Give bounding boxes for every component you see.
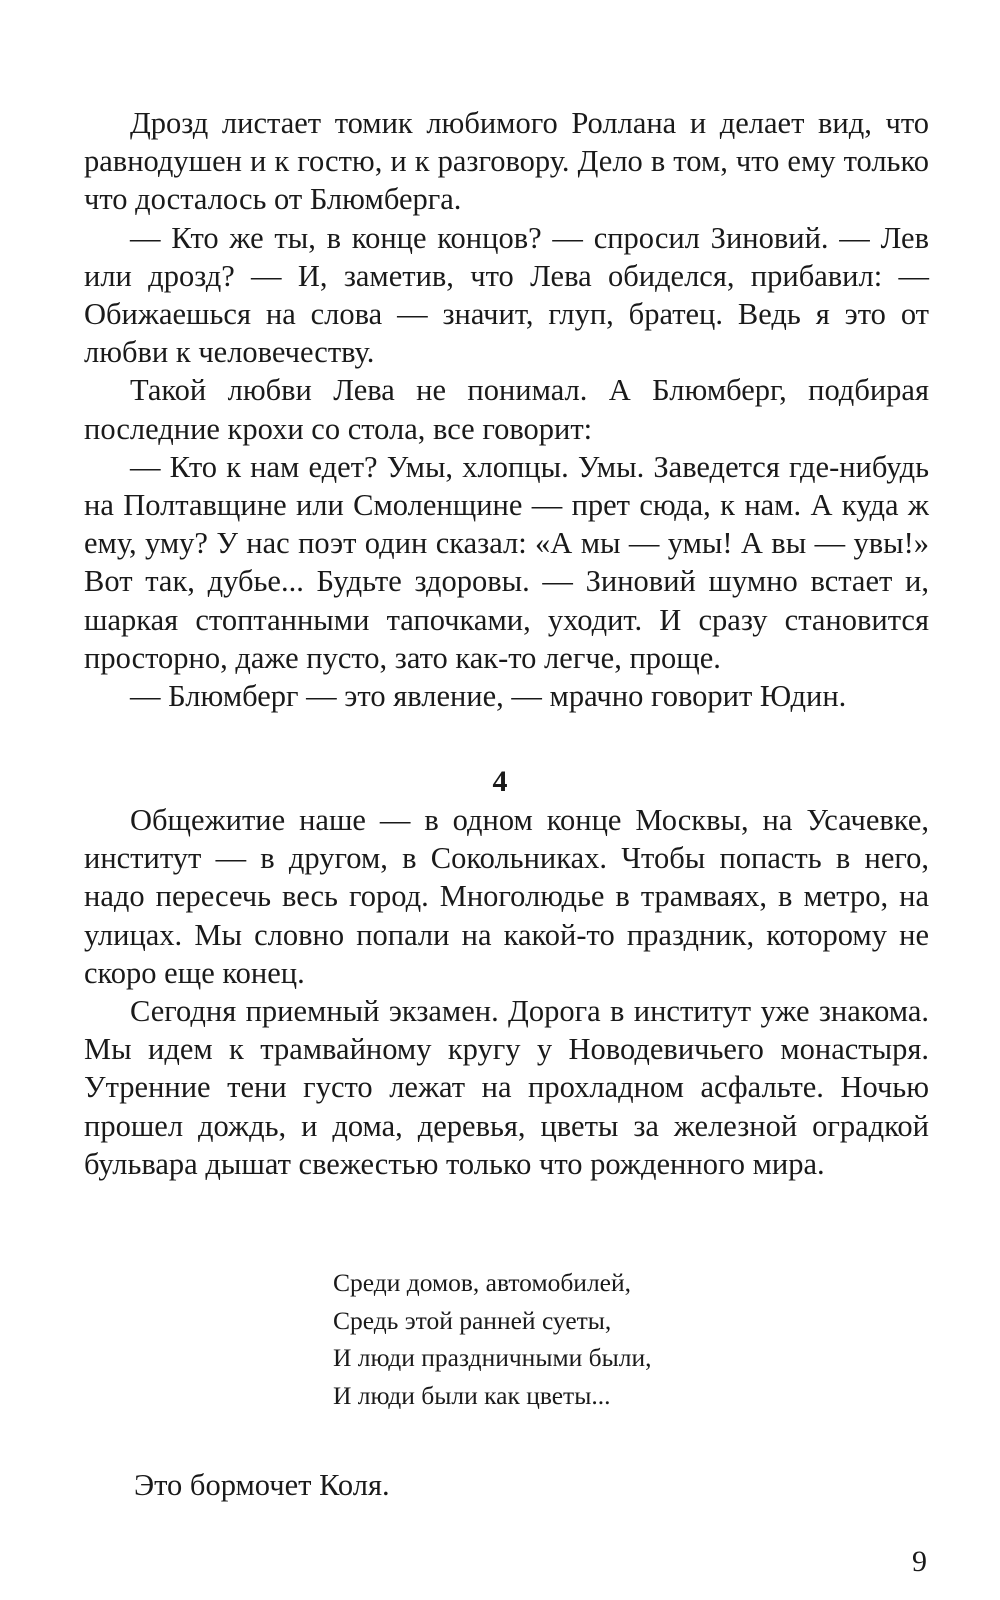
poem-line: И люди были как цветы... [333, 1380, 611, 1410]
chapter-number: 4 [492, 765, 508, 798]
paragraph: — Кто к нам едет? Умы, хлопцы. Умы. Заведется где-нибудь на Полтавщине или Смоленщине — прет сюда, к нам. А куда ж ему, уму? У нас поэт один сказал: «А мы — умы! А вы — увы!» Вот так, дубье... Будьте здоровы. — Зиновий шумно встает и, шаркая стоптанными тапочками, уходит. И сразу становится просторно, даже пусто, зато как-то легче, проще. [84, 449, 929, 675]
poem-line: Средь этой ранней суеты, [333, 1305, 612, 1335]
poem-line: Среди домов, автомобилей, [333, 1268, 632, 1297]
paragraph: Дрозд листает томик любимого Роллана и делает вид, что равнодушен и к гостю, и к разговору. Дело в том, что ему только что досталось от Блюмберга. [84, 106, 929, 217]
paragraph: Общежитие наше — в одном конце Москвы, на Усачевке, институт — в другом, в Сокольниках. Чтобы попасть в него, надо пересечь весь город. Многолюдье в трамваях, в метро, на улицах. Мы словно попали на какой-то праздник, которому не скоро еще конец. [84, 803, 929, 990]
text-section-1 [84, 104, 929, 715]
paragraph: — Блюмберг — это явление, — мрачно говорит Юдин. [130, 679, 847, 714]
paragraph: Сегодня приемный экзамен. Дорога в институт уже знакома. Мы идем к трамвайному кругу у Новодевичьего монастыря. Утренние тени густо лежат на прохладном асфальте. Ночью прошел дождь, и дома, деревья, цветы за железной оградкой бульвара дышат свежестью только что рожденного мира. [84, 994, 929, 1181]
page-number: 9 [912, 1545, 927, 1578]
poem [333, 1264, 651, 1414]
poem-line: И люди праздничными были, [333, 1343, 652, 1372]
closing-line: Это бормочет Коля. [134, 1468, 390, 1502]
paragraph: — Кто же ты, в конце концов? — спросил Зиновий. — Лев или дрозд? — И, заметив, что Лева обиделся, прибавил: — Обижаешься на слова — значит, глуп, братец. Ведь я это от любви к человечеству. [84, 220, 929, 370]
text-section-2 [84, 801, 929, 1183]
paragraph: Такой любви Лева не понимал. А Блюмберг, подбирая последние крохи со стола, все говорит: [84, 373, 929, 446]
